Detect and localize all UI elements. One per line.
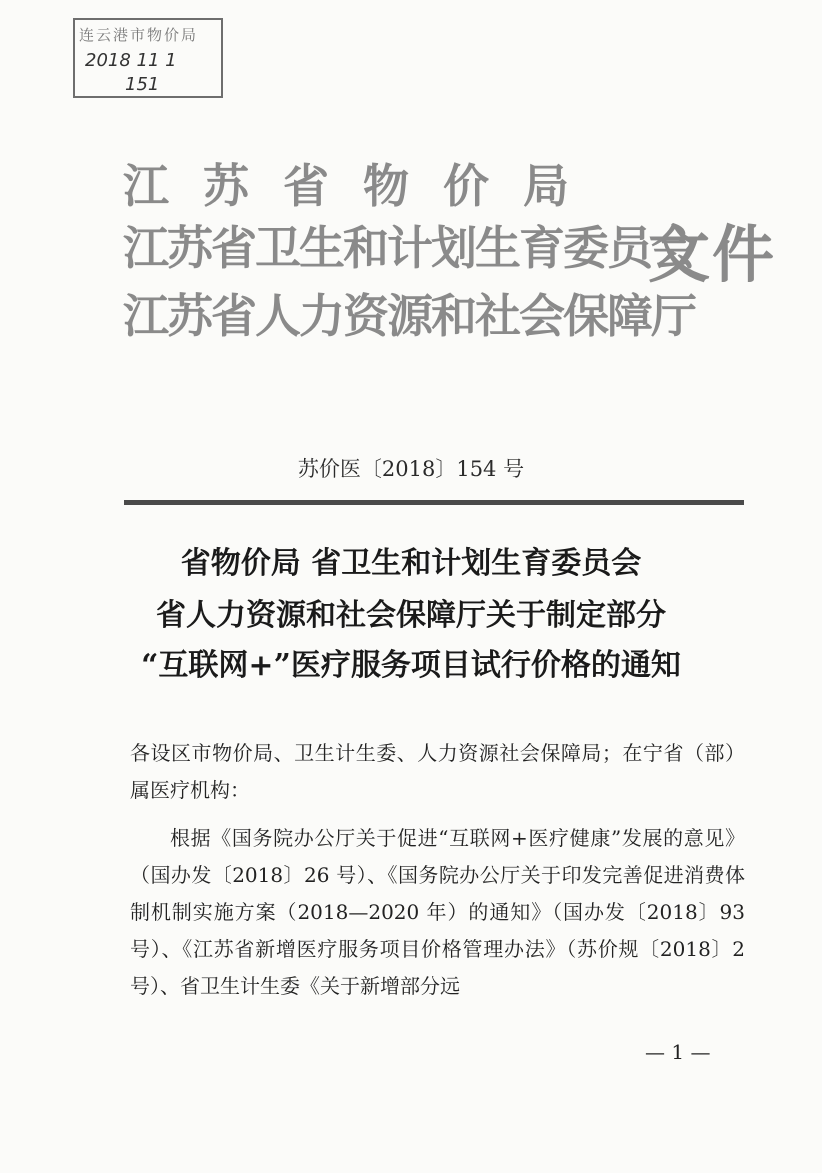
title-line-1: 省物价局 省卫生和计划生育委员会: [180, 546, 642, 581]
title-line-3: “互联网+”医疗服务项目试行价格的通知: [141, 648, 681, 683]
issuer-hr-department: 江苏省人力资源和社会保障厅: [123, 289, 695, 343]
issuer-price-bureau: 江苏省物价局: [123, 159, 603, 213]
document-number: 苏价医〔2018〕154 号: [297, 457, 525, 481]
body-paragraph: 根据《国务院办公厅关于促进“互联网+医疗健康”发展的意见》（国办发〔2018〕26 号）、《国务院办公厅关于印发完善促进消费体制机制实施方案（2018—2020 年）的通知》（国办发〔2018〕93 号）、《江苏省新增医疗服务项目价格管理办法》（苏价规〔2018〕2 号）、省卫生计生委《关于新增部分远: [130, 826, 745, 998]
page-number: — 1 —: [645, 1040, 711, 1064]
header-divider: [124, 500, 744, 505]
addressee: 各设区市物价局、卫生计生委、人力资源社会保障局；在宁省（部）属医疗机构：: [130, 741, 745, 802]
issuer-health-commission: 江苏省卫生和计划生育委员会: [123, 221, 695, 275]
document-type: 文件: [648, 218, 777, 291]
receipt-stamp-number: 151: [125, 74, 160, 95]
receipt-stamp-title: 连云港市物价局: [79, 26, 199, 44]
receipt-stamp: [73, 18, 223, 98]
title-line-2: 省人力资源和社会保障厅关于制定部分: [156, 598, 666, 633]
receipt-stamp-date: 2018 11 1: [85, 50, 177, 71]
